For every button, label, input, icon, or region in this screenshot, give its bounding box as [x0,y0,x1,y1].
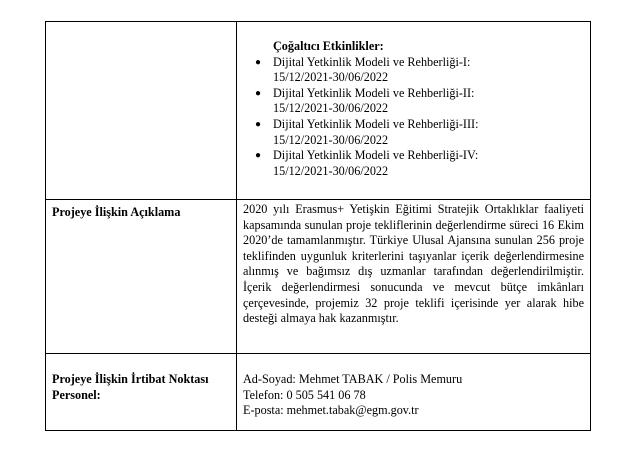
activity-dates: 15/12/2021-30/06/2022 [273,132,389,147]
activity-name: Dijital Yetkinlik Modeli ve Rehberliği-I: [273,54,471,69]
description-row [46,200,591,354]
activity-dates: 15/12/2021-30/06/2022 [273,70,389,85]
contact-label: Projeye İlişkin İrtibat Noktası Personel: [52,372,209,402]
contact-phone: Telefon: 0 505 541 06 78 [243,387,366,402]
activities-cell [237,22,591,200]
activities-row [46,22,591,200]
contact-label-cell [46,354,237,431]
list-item [254,148,584,179]
contact-row [46,354,591,431]
list-item [254,54,584,86]
description-cell [237,200,591,354]
project-info-table [45,21,591,431]
description-label: Projeye İlişkin Açıklama [52,205,181,219]
bullet-icon: ● [254,56,262,68]
description-text: 2020 yılı Erasmus+ Yetişkin Eğitimi Stratejik Ortaklıklar faaliyeti kapsamında sunulan proje tekliflerinin değerlendirme süreci 16 Ekim 2020’de tamamlanmıştır. Türkiye Ulusal Ajansına sunulan 256 proje teklifinden uygunluk kriterlerini taşıyanlar içerik değerlendirmesine alınmış ve bağımsız dış uzmanlar tarafından değerlendirilmiştir. İçerik değerlendirmesi sonucunda ve mevcut bütçe imkânları çerçevesinde, projemiz 32 proje teklifi içerisinde yer alarak hibe desteği almaya hak kazanmıştır. [243,202,584,326]
activity-name: Dijital Yetkinlik Modeli ve Rehberliği-IV: [273,148,479,163]
activity-name: Dijital Yetkinlik Modeli ve Rehberliği-II: [273,85,475,100]
activity-dates: 15/12/2021-30/06/2022 [273,163,389,178]
list-item [254,85,584,117]
list-item [254,116,584,148]
contact-email: E-posta: mehmet.tabak@egm.gov.tr [243,403,419,418]
activity-name: Dijital Yetkinlik Modeli ve Rehberliği-III: [273,116,479,131]
contact-name: Ad-Soyad: Mehmet TABAK / Polis Memuru [243,372,463,386]
bullet-icon: ● [254,87,262,99]
activities-label-cell [46,22,237,200]
activities-title: Çoğaltıcı Etkinlikler: [273,39,384,53]
bullet-icon: ● [254,150,262,162]
description-label-cell [46,200,237,354]
bullet-icon: ● [254,118,262,130]
contact-cell [237,354,591,431]
activities-list [254,54,584,180]
activity-dates: 15/12/2021-30/06/2022 [273,101,389,116]
